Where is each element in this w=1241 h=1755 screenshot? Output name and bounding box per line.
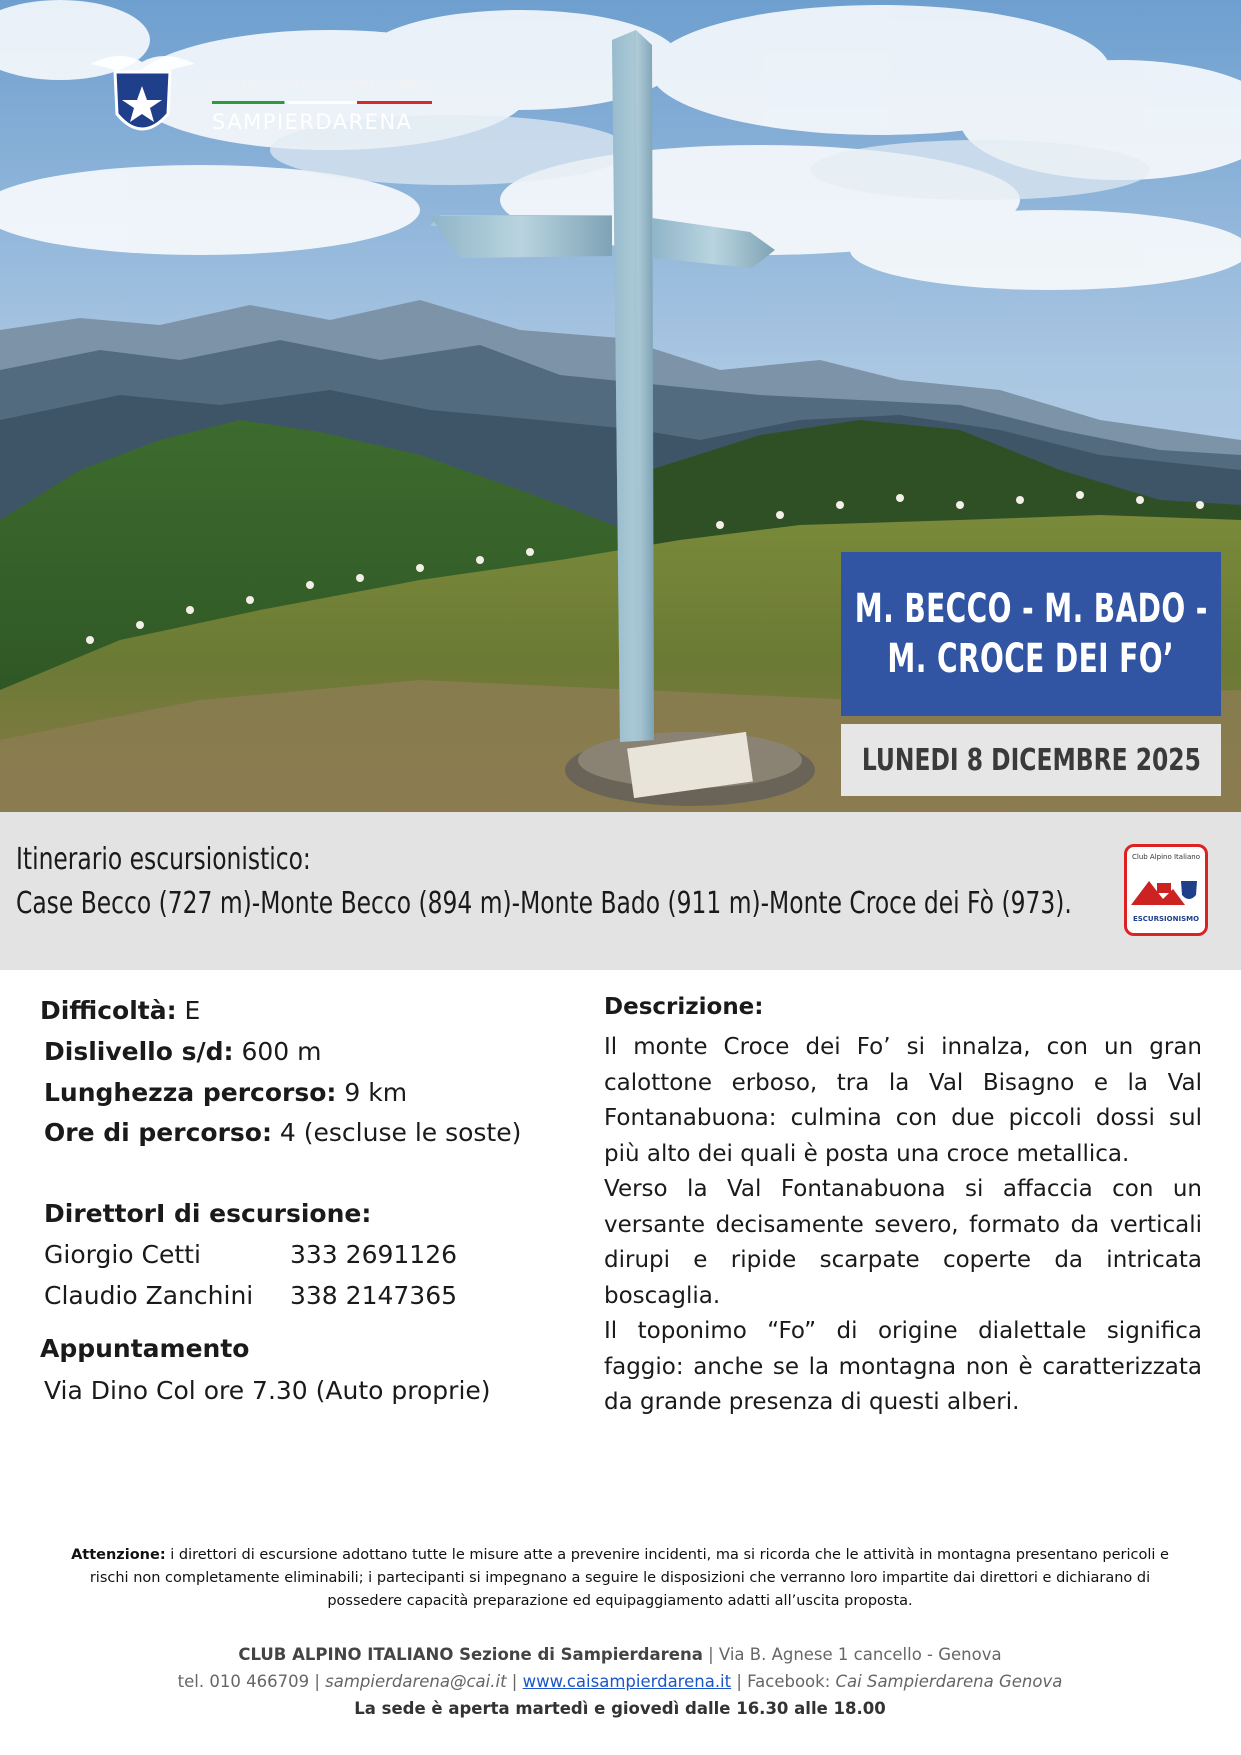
directors-label: DirettorI di escursione: <box>44 1199 372 1228</box>
tricolor-rule <box>212 101 432 104</box>
footer-sep: | <box>506 1672 523 1691</box>
difficulty-label: Difficoltà: <box>40 996 177 1025</box>
event-date-box <box>841 724 1221 796</box>
org-line2: SAMPIERDARENA <box>212 110 413 134</box>
footer-sep: | Facebook: <box>731 1672 836 1691</box>
event-title-box <box>841 552 1221 716</box>
badge-bottom-text: ESCURSIONISMO <box>1132 915 1200 923</box>
disclaimer-label: Attenzione: <box>71 1547 166 1563</box>
length-label: Lunghezza percorso: <box>44 1078 337 1107</box>
event-date: LUNEDI 8 DICEMBRE 2025 <box>861 742 1201 778</box>
mountain-flag-icon <box>1127 869 1205 909</box>
director-name: Claudio Zanchini <box>44 1281 254 1310</box>
footer-phone: tel. 010 466709 | <box>177 1672 326 1691</box>
facebook-page[interactable]: Cai Sampierdarena Genova <box>835 1672 1063 1691</box>
footer <box>40 1641 1200 1722</box>
footer-line1 <box>40 1641 1200 1668</box>
hero-photo <box>0 0 1241 812</box>
hours-label: Ore di percorso: <box>44 1118 272 1147</box>
elevation-row <box>44 1037 321 1066</box>
hours-value: 4 (escluse le soste) <box>271 1118 522 1147</box>
footer-email[interactable]: sampierdarena@cai.it <box>325 1672 507 1691</box>
meeting-value: Via Dino Col ore 7.30 (Auto proprie) <box>44 1376 491 1405</box>
footer-hours: La sede è aperta martedì e giovedì dalle 16.30 alle 18.00 <box>354 1699 886 1718</box>
cai-logo <box>80 44 427 154</box>
footer-address: | Via B. Agnese 1 cancello - Genova <box>702 1645 1002 1664</box>
elevation-label: Dislivello s/d: <box>44 1037 234 1066</box>
itinerary-route: Case Becco (727 m)-Monte Becco (894 m)-Monte Bado (911 m)-Monte Croce dei Fò (973). <box>16 886 1072 921</box>
difficulty-value: E <box>176 996 201 1025</box>
cai-eagle-shield-icon <box>80 44 205 154</box>
description-paragraph: Il toponimo “Fo” di origine dialettale significa faggio: anche se la montagna non è caratterizzata da grande presenza di questi alberi. <box>604 1318 1202 1415</box>
title-line1: M. BECCO - M. BADO - <box>854 586 1208 632</box>
length-row <box>44 1078 407 1107</box>
title-line2: M. CROCE DEI FO’ <box>887 636 1175 682</box>
badge-top-text: Club Alpino Italiano <box>1131 853 1200 861</box>
escursionismo-badge <box>1124 844 1208 936</box>
meeting-label: Appuntamento <box>40 1334 250 1363</box>
director-name: Giorgio Cetti <box>44 1240 201 1269</box>
difficulty-row <box>40 996 200 1025</box>
director-phone: 333 2691126 <box>290 1240 458 1269</box>
itinerary-heading: Itinerario escursionistico: <box>16 842 311 877</box>
org-name <box>212 76 432 134</box>
director-phone: 338 2147365 <box>290 1281 458 1310</box>
hours-row <box>44 1118 521 1147</box>
itinerary-band <box>0 812 1241 970</box>
elevation-value: 600 m <box>233 1037 322 1066</box>
length-value: 9 km <box>336 1078 408 1107</box>
footer-line2 <box>40 1668 1200 1695</box>
description-heading: Descrizione: <box>604 994 764 1020</box>
disclaimer <box>70 1544 1170 1613</box>
description-paragraph: Verso la Val Fontanabuona si affaccia con un versante decisamente severo, formato da verticali dirupi e ripide scarpate coperte da intricata boscaglia. <box>604 1176 1202 1309</box>
disclaimer-text: i direttori di escursione adottano tutte le misure atte a prevenire incidenti, ma si ricorda che le attività in montagna presentano pericoli e rischi non completamente eliminabili; i partecipanti si impegnano a seguire le disposizioni che verranno loro impartite dai direttori e dichiarano di possedere capacità preparazione ed equipaggiamento adatti all’uscita proposta. <box>89 1547 1169 1609</box>
website-link[interactable]: www.caisampierdarena.it <box>522 1672 732 1691</box>
footer-org: CLUB ALPINO ITALIANO Sezione di Sampierdarena <box>238 1645 703 1664</box>
description-paragraph: Il monte Croce dei Fo’ si innalza, con un gran calottone erboso, tra la Val Bisagno e la Val Fontanabuona: culmina con due piccoli dossi sul più alto dei quali è posta una croce metallica. <box>604 1034 1202 1167</box>
org-line1: CLUB ALPINO ITALIANO <box>212 76 427 95</box>
description-text <box>604 1030 1202 1421</box>
